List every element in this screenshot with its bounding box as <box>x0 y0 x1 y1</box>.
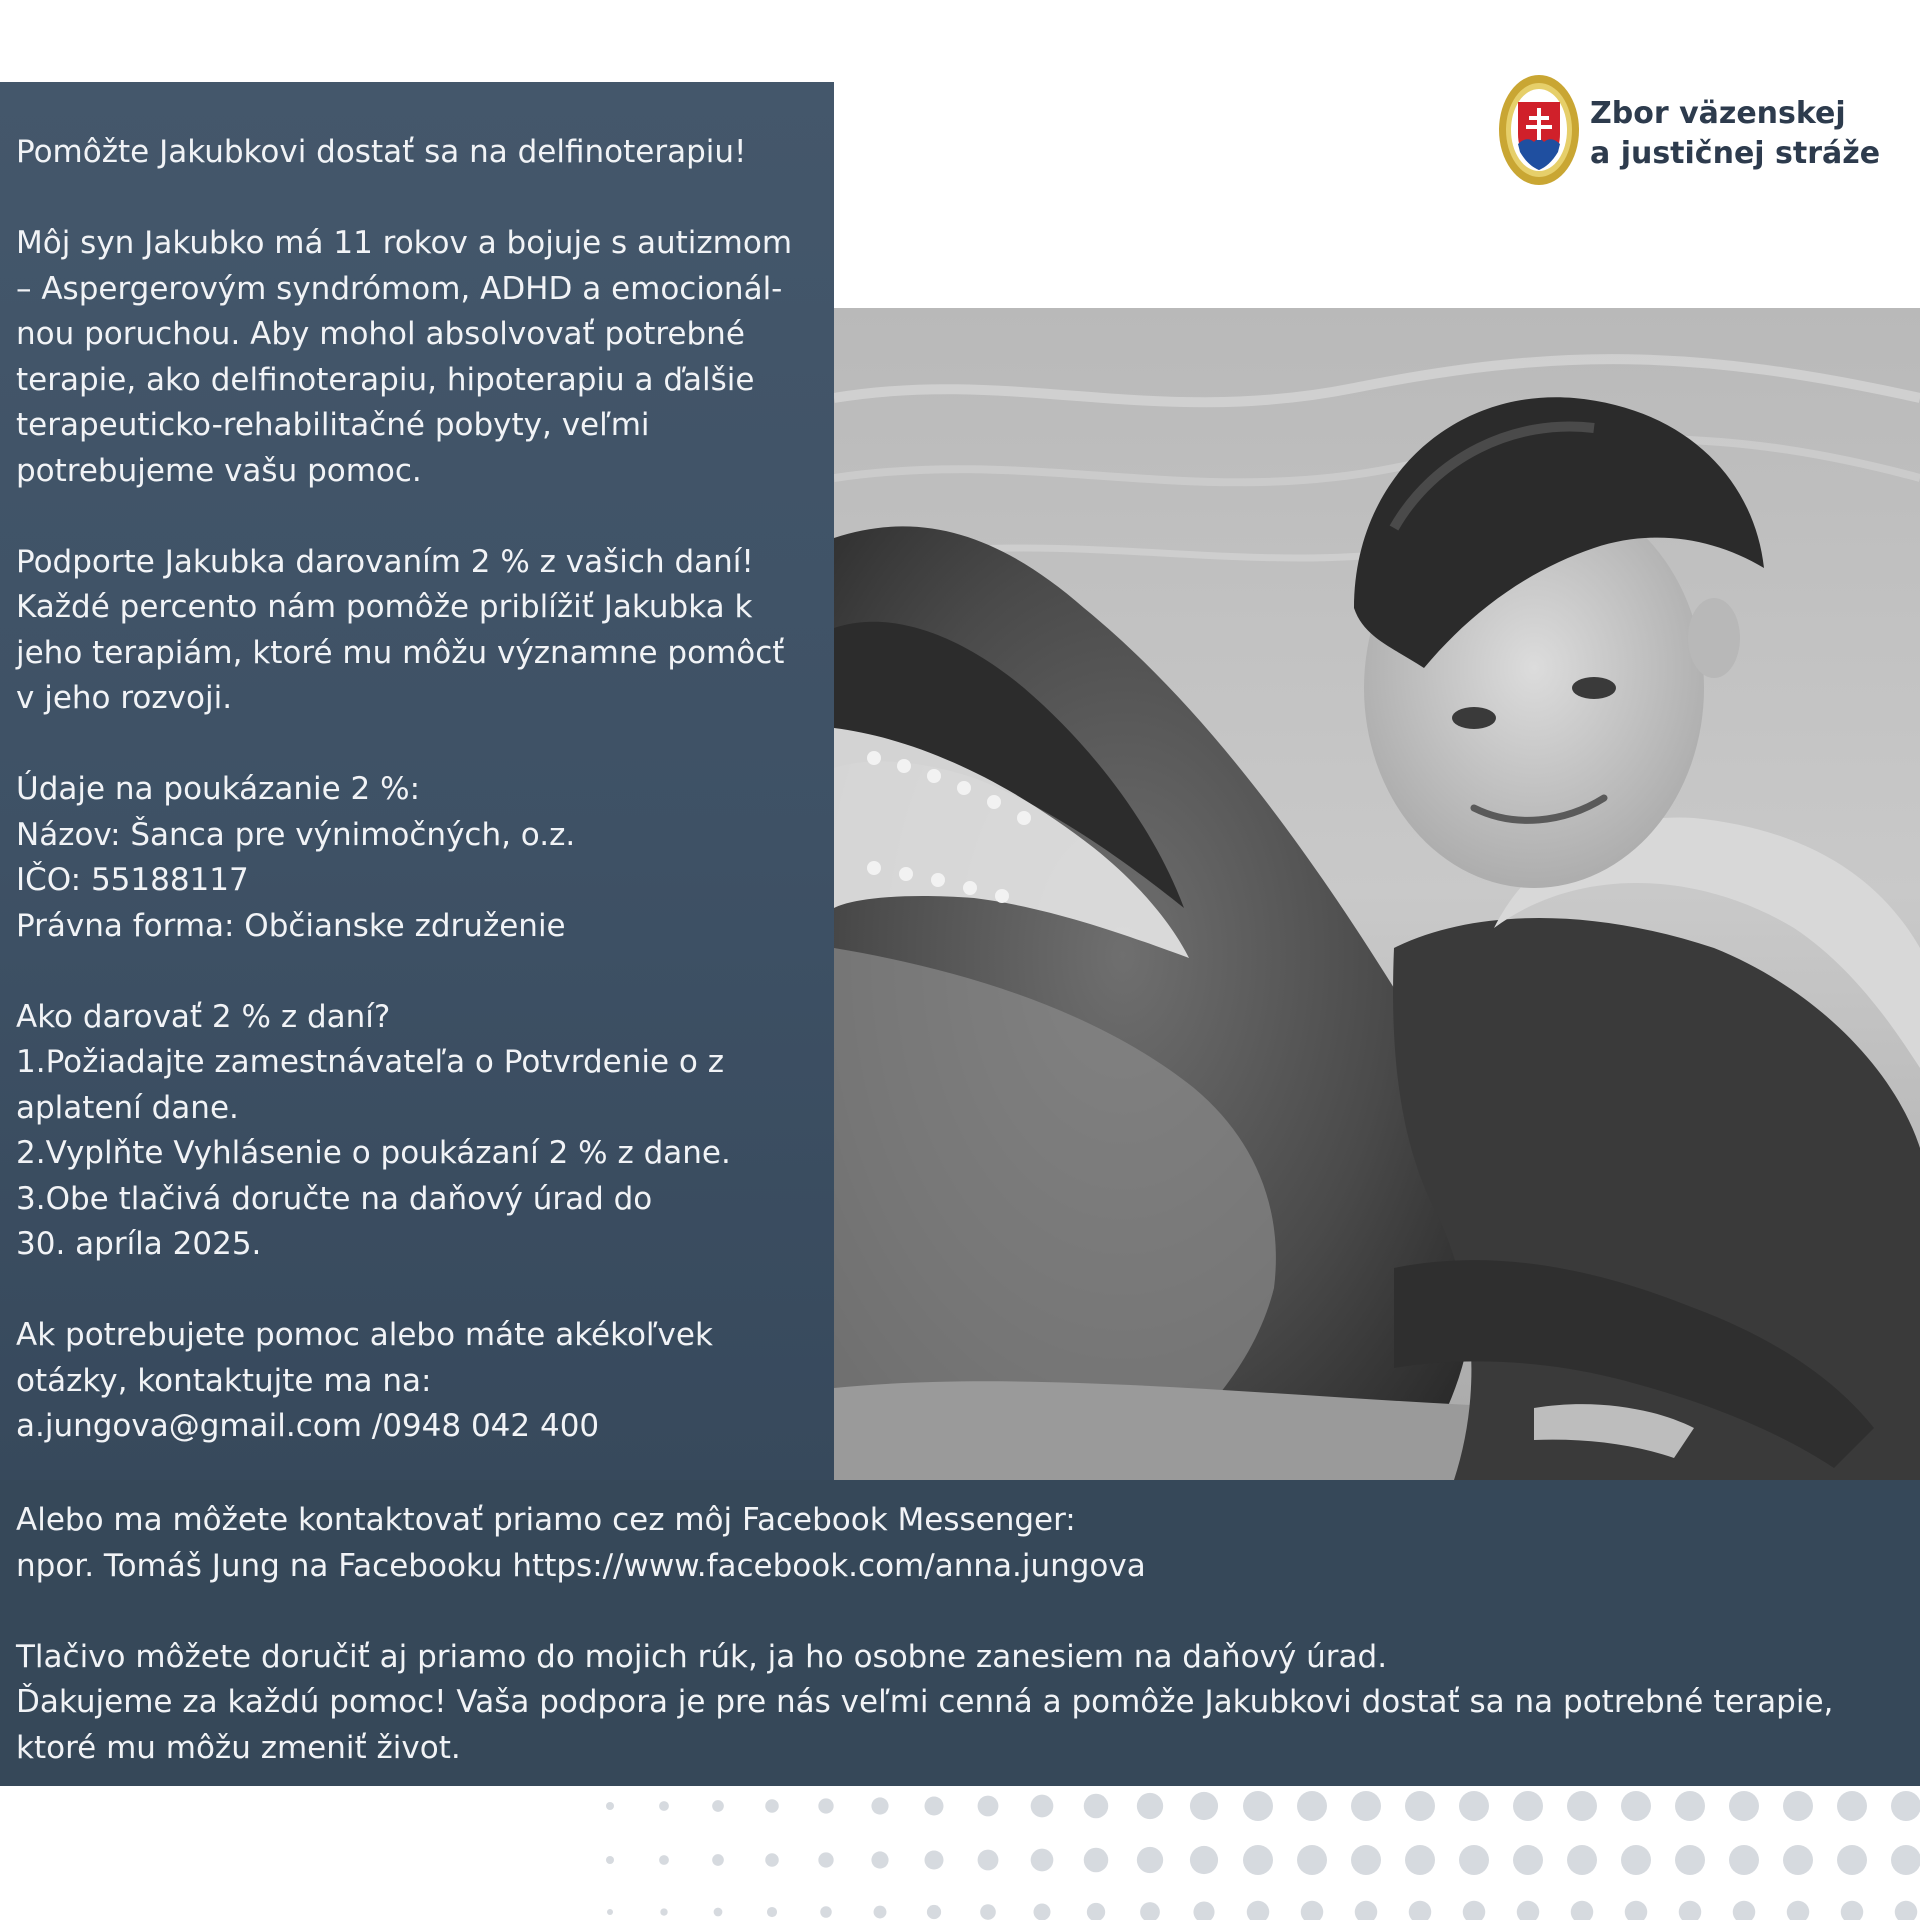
halftone-dot <box>1841 1901 1864 1920</box>
messenger-line: Alebo ma môžete kontaktovať priamo cez môj Facebook Messenger: <box>16 1502 1076 1538</box>
howto-step: 2.Vyplňte Vyhlásenie o poukázaní 2 % z dane. <box>16 1135 731 1171</box>
halftone-dot <box>978 1796 999 1817</box>
halftone-dot <box>1031 1795 1054 1818</box>
halftone-dot <box>927 1905 941 1919</box>
halftone-dot <box>1190 1792 1218 1820</box>
contact-email-phone[interactable]: a.jungova@gmail.com /0948 042 400 <box>16 1408 600 1444</box>
halftone-dot <box>765 1799 779 1813</box>
halftone-dot <box>1351 1845 1381 1875</box>
info-panel <box>0 82 834 1480</box>
halftone-dot <box>1621 1845 1651 1875</box>
halftone-dot <box>712 1854 724 1866</box>
halftone-dot <box>1513 1791 1543 1821</box>
halftone-dot <box>1571 1901 1594 1920</box>
halftone-dot <box>765 1853 779 1867</box>
halftone-dot <box>1837 1845 1867 1875</box>
halftone-dot <box>1084 1794 1109 1819</box>
halftone-dot <box>1409 1901 1432 1920</box>
howto-step: aplatení dane. <box>16 1089 239 1126</box>
bottom-band <box>0 1480 1920 1786</box>
intro-line: Môj syn Jakubko má 11 rokov a bojuje s autizmom <box>16 225 793 261</box>
halftone-dot <box>1463 1901 1486 1920</box>
howto-steps <box>16 995 820 1268</box>
halftone-dot <box>1567 1791 1597 1821</box>
halftone-dot <box>1679 1901 1702 1920</box>
halftone-dot <box>1087 1903 1105 1920</box>
halftone-dot <box>871 1797 888 1814</box>
howto-heading: Ako darovať 2 % z daní? <box>16 998 391 1035</box>
messenger-paragraph <box>16 1498 1904 1589</box>
halftone-dot <box>659 1855 669 1865</box>
halftone-dots-decoration <box>0 1786 1920 1920</box>
halftone-dot <box>1355 1901 1378 1920</box>
halftone-dot <box>1513 1845 1543 1875</box>
halftone-dot <box>1783 1791 1813 1821</box>
halftone-dot <box>1190 1846 1218 1874</box>
halftone-dot <box>1621 1791 1651 1821</box>
contact-line: Ak potrebujete pomoc alebo máte akékoľvek <box>16 1317 713 1353</box>
halftone-dot <box>1837 1791 1867 1821</box>
halftone-dot <box>978 1850 999 1871</box>
halftone-dot <box>1243 1845 1273 1875</box>
halftone-dot <box>1084 1848 1109 1873</box>
closing-line: Tlačivo môžete doručiť aj priamo do mojich rúk, ja ho osobne zanesiem na daňový úrad. <box>16 1638 1388 1675</box>
support-paragraph <box>16 540 820 722</box>
intro-line: terapie, ako delfinoterapiu, hipoterapiu a ďalšie <box>16 361 755 398</box>
howto-step: 3.Obe tlačivá doručte na daňový úrad do <box>16 1180 653 1217</box>
halftone-dot <box>1405 1845 1435 1875</box>
halftone-dot <box>1140 1902 1160 1920</box>
donation-details <box>16 767 820 949</box>
halftone-dot <box>1243 1791 1273 1821</box>
contact-line: otázky, kontaktujte ma na: <box>16 1362 432 1399</box>
halftone-dot <box>1729 1845 1759 1875</box>
organization-name-line1: Zbor väzenskej <box>1590 96 1846 131</box>
halftone-dot <box>712 1800 724 1812</box>
halftone-dot <box>1625 1901 1648 1920</box>
halftone-dot <box>925 1851 944 1870</box>
organization-name-line2: a justičnej stráže <box>1590 136 1881 171</box>
organization-logo <box>1496 72 1896 192</box>
halftone-dot <box>714 1908 723 1917</box>
halftone-dot <box>1137 1847 1163 1873</box>
intro-line: nou poruchou. Aby mohol absolvovať potrebné <box>16 316 745 352</box>
halftone-dot <box>607 1909 613 1915</box>
halftone-dot <box>1301 1901 1324 1920</box>
halftone-dot <box>659 1801 669 1811</box>
halftone-dot <box>1787 1901 1810 1920</box>
details-legal-form: Právna forma: Občianske združenie <box>16 907 566 944</box>
closing-line: Ďakujeme za každú pomoc! Vaša podpora je pre nás veľmi cenná a pomôže Jakubkovi dostať sa na potrebné terapie, <box>16 1684 1834 1720</box>
support-line: Podporte Jakubka darovaním 2 % z vašich daní! <box>16 543 754 580</box>
halftone-dot <box>1733 1901 1756 1920</box>
closing-line: ktoré mu môžu zmeniť život. <box>16 1729 461 1766</box>
halftone-dot <box>1783 1845 1813 1875</box>
details-heading: Údaje na poukázanie 2 %: <box>16 771 421 807</box>
halftone-dot <box>767 1907 777 1917</box>
details-name: Názov: Šanca pre výnimočných, o.z. <box>16 816 576 853</box>
halftone-dot <box>1729 1791 1759 1821</box>
intro-line: – Aspergerovým syndrómom, ADHD a emocionál- <box>16 270 783 307</box>
halftone-dot <box>606 1856 614 1864</box>
organization-name <box>1590 94 1880 174</box>
halftone-dot <box>1891 1791 1920 1821</box>
halftone-dot <box>925 1797 944 1816</box>
halftone-dot <box>1247 1901 1270 1920</box>
halftone-dot <box>1034 1904 1051 1920</box>
halftone-dot <box>1675 1791 1705 1821</box>
closing-paragraph <box>16 1635 1904 1772</box>
halftone-dot <box>1567 1845 1597 1875</box>
intro-paragraph <box>16 221 820 494</box>
halftone-dot <box>1459 1791 1489 1821</box>
halftone-dot <box>606 1802 614 1810</box>
halftone-dot <box>1193 1901 1214 1920</box>
support-line: v jeho rozvoji. <box>16 680 233 716</box>
support-line: Každé percento nám pomôže priblížiť Jakubka k <box>16 589 753 625</box>
halftone-dot <box>818 1798 833 1813</box>
support-line: jeho terapiám, ktoré mu môžu významne pomôcť <box>16 634 785 671</box>
halftone-dot <box>1297 1791 1327 1821</box>
slovak-coat-of-arms-icon <box>1496 72 1582 188</box>
intro-line: potrebujeme vašu pomoc. <box>16 452 422 489</box>
howto-step: 1.Požiadajte zamestnávateľa o Potvrdenie o z <box>16 1044 725 1080</box>
halftone-dot <box>1137 1793 1163 1819</box>
halftone-dot <box>818 1852 833 1867</box>
headline: Pomôžte Jakubkovi dostať sa na delfinoterapiu! <box>16 134 747 170</box>
halftone-dot <box>1459 1845 1489 1875</box>
halftone-dot <box>1405 1791 1435 1821</box>
intro-line: terapeuticko-rehabilitačné pobyty, veľmi <box>16 407 650 443</box>
halftone-dot <box>1675 1845 1705 1875</box>
details-ico: IČO: 55188117 <box>16 862 249 898</box>
halftone-dot <box>1517 1901 1540 1920</box>
halftone-dot <box>1031 1849 1054 1872</box>
halftone-dot <box>1895 1901 1918 1920</box>
halftone-dot <box>874 1906 887 1919</box>
photo-boy-with-dolphin <box>834 308 1920 1480</box>
halftone-dot <box>1297 1845 1327 1875</box>
halftone-dot <box>1891 1845 1920 1875</box>
halftone-dot <box>820 1906 832 1918</box>
facebook-link[interactable]: npor. Tomáš Jung na Facebooku https://www.facebook.com/anna.jungova <box>16 1547 1146 1584</box>
contact-paragraph <box>16 1313 820 1450</box>
halftone-dot <box>660 1908 667 1915</box>
howto-step: 30. apríla 2025. <box>16 1226 262 1262</box>
halftone-dot <box>871 1851 888 1868</box>
halftone-dot <box>1351 1791 1381 1821</box>
halftone-dot <box>980 1904 996 1920</box>
